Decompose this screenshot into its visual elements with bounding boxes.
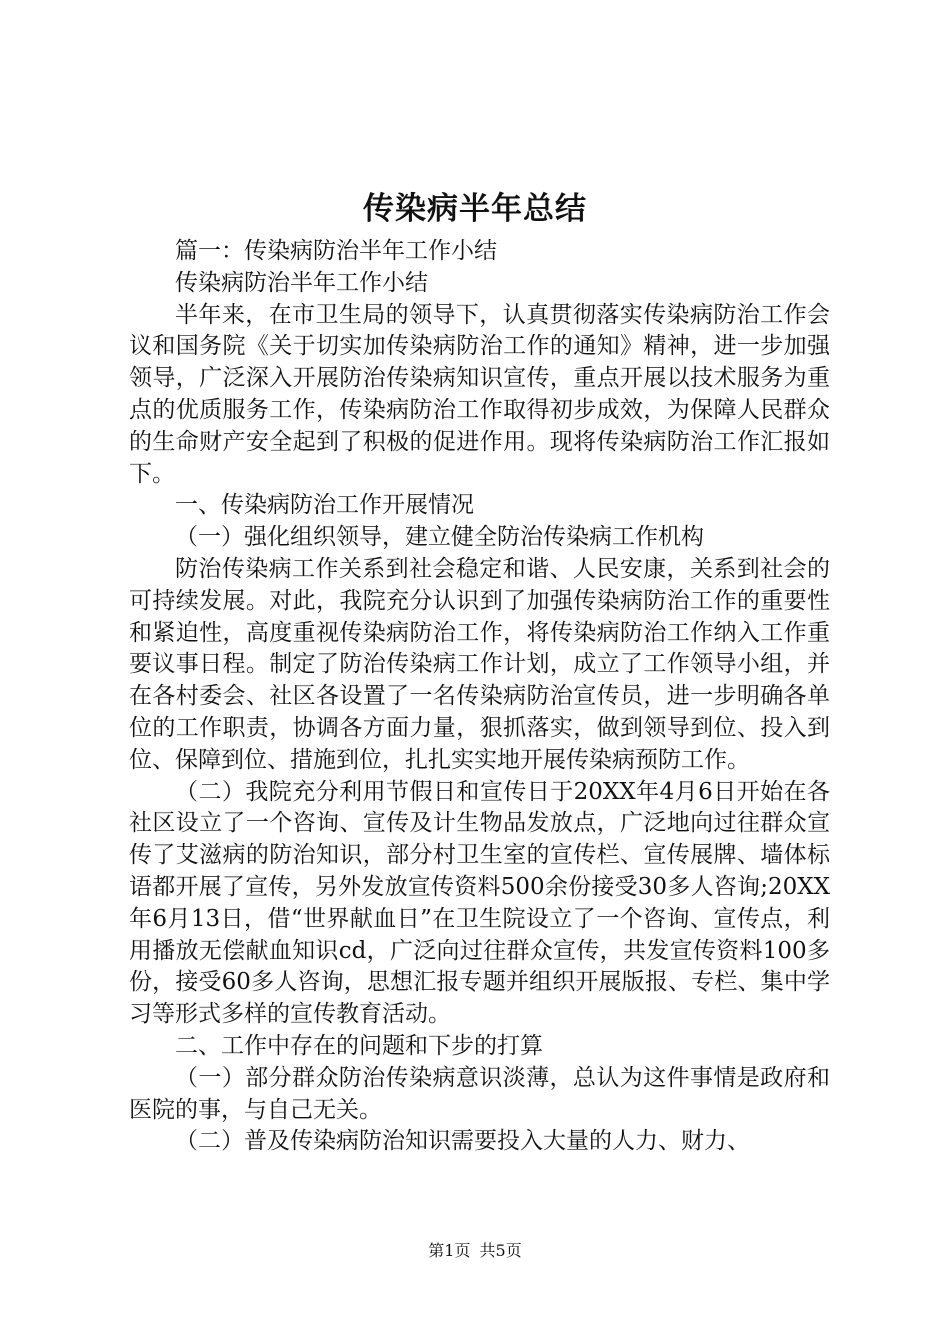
page-total: 共5页 bbox=[479, 1241, 522, 1260]
paragraph-intro: 半年来，在市卫生局的领导下，认真贯彻落实传染病防治工作会议和国务院《关于切实加传染病防治工作的通知》精神，进一步加强领导，广泛深入开展防治传染病知识宣传，重点开展以技术服务为重点的优质服务工作，传染病防治工作取得初步成效，为保障人民群众的生命财产安全起到了积极的促进作用。现将传染病防治工作汇报如下。 bbox=[129, 301, 830, 487]
page-footer bbox=[0, 1239, 950, 1263]
paragraph-subtitle: 传染病防治半年工作小结 bbox=[175, 269, 428, 296]
paragraph-subheading-1-1: （一）强化组织领导，建立健全防治传染病工作机构 bbox=[175, 524, 704, 551]
paragraph-heading-1: 一、传染病防治工作开展情况 bbox=[175, 492, 474, 519]
page-number: 第1页 bbox=[428, 1241, 471, 1260]
paragraph-heading-2: 二、工作中存在的问题和下步的打算 bbox=[175, 1032, 543, 1059]
document-body bbox=[129, 236, 830, 1158]
paragraph-subheading-2-1: （一）部分群众防治传染病意识淡薄，总认为这件事情是政府和医院的事，与自己无关。 bbox=[129, 1064, 830, 1123]
paragraph-body-1: 防治传染病工作关系到社会稳定和谐、人民安康，关系到社会的可持续发展。对此，我院充分认识到了加强传染病防治工作的重要性和紧迫性，高度重视传染病防治工作，将传染病防治工作纳入工作重要议事日程。制定了防治传染病工作计划，成立了工作领导小组，并在各村委会、社区各设置了一名传染病防治宣传员，进一步明确各单位的工作职责，协调各方面力量，狠抓落实，做到领导到位、投入到位、保障到位、措施到位，扎扎实实地开展传染病预防工作。 bbox=[129, 555, 830, 773]
paragraph-subheading-1-2: （二）我院充分利用节假日和宣传日于20XX年4月6日开始在各社区设立了一个咨询、宣传及计生物品发放点，广泛地向过往群众宣传了艾滋病的防治知识，部分村卫生室的宣传栏、宣传展牌、墙体标语都开展了宣传，另外发放宣传资料500余份接受30多人咨询;20XX年6月13日，借“世界献血日”在卫生院设立了一个咨询、宣传点，利用播放无偿献血知识cd，广泛向过往群众宣传，共发宣传资料100多份，接受60多人咨询，思想汇报专题并组织开展版报、专栏、集中学习等形式多样的宣传教育活动。 bbox=[129, 778, 830, 1028]
paragraph-subheading-2-2: （二）普及传染病防治知识需要投入大量的人力、财力、 bbox=[175, 1128, 750, 1155]
page-title: 传染病半年总结 bbox=[363, 191, 587, 227]
paragraph-section-heading: 篇一：传染病防治半年工作小结 bbox=[175, 238, 497, 264]
